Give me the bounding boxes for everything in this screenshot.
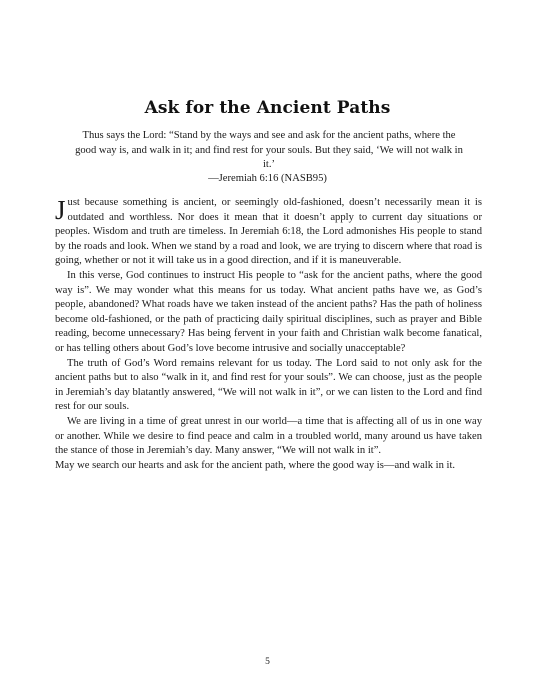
epigraph-quote: Thus says the Lord: “Stand by the ways and see and ask for the ancient paths, where the good way is, and walk in it; and find rest for your souls. But they said, ‘We will not walk in it.’ xyxy=(75,130,463,170)
body-paragraph-3: The truth of God’s Word remains relevant for us today. The Lord said to not only ask for the ancient paths but to also “walk in it, and find rest for your souls”. We can choose, just as the people in Jeremiah’s day blatantly answered, “We will not walk in it”, or we can listen to the Lord and find rest for our souls. xyxy=(55,357,482,413)
page-title: Ask for the Ancient Paths xyxy=(144,98,391,118)
drop-cap: J xyxy=(55,195,66,225)
body-paragraph-4: We are living in a time of great unrest in our world—a time that is affecting all of us in one way or another. While we desire to find peace and calm in a troubled world, many around us have taken the stance of those in Jeremiah’s day. Many answer, “We will not walk in it”. xyxy=(55,415,482,457)
scripture-citation: —Jeremiah 6:16 (NASB95) xyxy=(208,173,327,184)
body-paragraph-1 xyxy=(55,196,482,269)
body-paragraph-2: In this verse, God continues to instruct His people to “ask for the ancient paths, where the good way is”. We may wonder what this means for us today. What ancient paths have we, as God’s people, abandoned? What roads have we taken instead of the ancient paths? Has the path of holiness become old-fashioned, or the path of practicing daily spiritual disciplines, such as prayer and Bible reading, become unnecessary? Has being fervent in your faith and Christian walk become fanatical, or has telling others about God’s love become intrusive and socially unacceptable? xyxy=(55,269,482,354)
page-number: 5 xyxy=(265,657,270,667)
body-paragraph-5: May we search our hearts and ask for the ancient path, where the good way is—and walk in it. xyxy=(55,459,456,471)
body-paragraph-1-text: ust because something is ancient, or seemingly old-fashioned, doesn’t necessarily mean it is outdated and worthless. Nor does it mean that it doesn’t apply to current day situations or peoples. Wisdom and truth are timeless. In Jeremiah 6:18, the Lord admonishes His people to stand by the roads and look. When we stand by a road and look, we are trying to discern where that road is going, whether or not it will take us in a good direction, and if it is maneuverable. xyxy=(55,197,482,267)
article-body xyxy=(55,196,482,473)
